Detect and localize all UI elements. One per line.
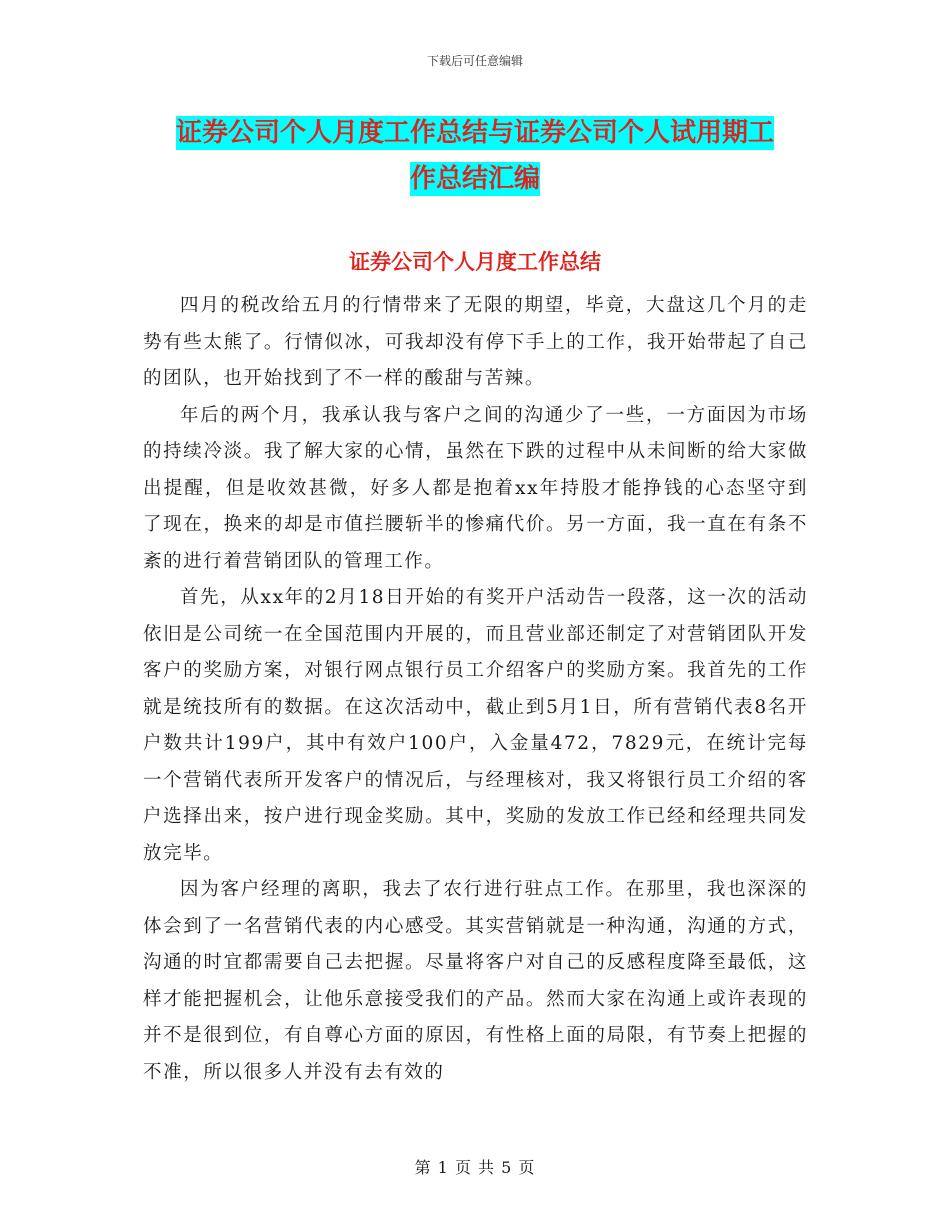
paragraph-3: 首先，从xx年的2月18日开始的有奖开户活动告一段落，这一次的活动依旧是公司统一在全国范围内开展的，而且营业部还制定了对营销团队开发客户的奖励方案，对银行网点银行员工介绍客户的奖励方案。我首先的工作就是统技所有的数据。在这次活动中，截止到5月1日，所有营销代表8名开户数共计199户，其中有效户100户，入金量472，7829元，在统计完每一个营销代表所开发客户的情况后，与经理核对，我又将银行员工介绍的客户选择出来，按户进行现金奖励。其中，奖励的发放工作已经和经理共同发放完毕。	[143, 587, 808, 864]
paragraph-1: 四月的税改给五月的行情带来了无限的期望，毕竟，大盘这几个月的走势有些太熊了。行情似冰，可我却没有停下手上的工作，我开始带起了自己的团队，也开始找到了不一样的酸甜与苦辣。	[143, 295, 808, 389]
document-title-line-2: 作总结汇编	[409, 164, 540, 194]
page-number: 第 1 页 共 5 页	[414, 1158, 536, 1177]
page-header-note: 下载后可任意编辑	[426, 54, 523, 68]
paragraph-2: 年后的两个月，我承认我与客户之间的沟通少了一些，一方面因为市场的持续冷淡。我了解大家的心情，虽然在下跌的过程中从未间断的给大家做出提醒，但是收效甚微，好多人都是抱着xx年持股才能挣钱的心态坚守到了现在，换来的却是市值拦腰斩半的惨痛代价。另一方面，我一直在有条不紊的进行着营销团队的管理工作。	[143, 404, 808, 572]
section-title: 证券公司个人月度工作总结	[349, 249, 601, 274]
document-body	[143, 288, 808, 1091]
document-title	[140, 110, 810, 202]
document-title-line-1: 证券公司个人月度工作总结与证券公司个人试用期工	[175, 118, 774, 148]
paragraph-4: 因为客户经理的离职，我去了农行进行驻点工作。在那里，我也深深的体会到了一名营销代表的内心感受。其实营销就是一种沟通，沟通的方式，沟通的时宜都需要自己去把握。尽量将客户对自己的反感程度降至最低，这样才能把握机会，让他乐意接受我们的产品。然而大家在沟通上或许表现的并不是很到位，有自尊心方面的原因，有性格上面的局限，有节奏上把握的不准，所以很多人并没有去有效的	[143, 879, 808, 1083]
